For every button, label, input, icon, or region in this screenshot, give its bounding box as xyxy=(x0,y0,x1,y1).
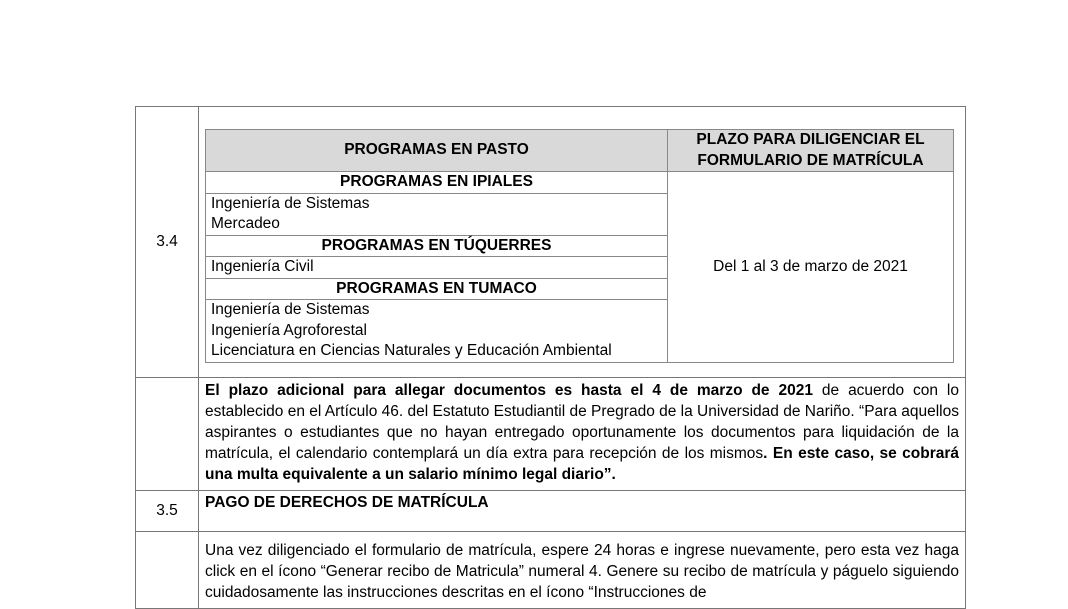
group-title: PROGRAMAS EN TÚQUERRES xyxy=(206,235,668,257)
group-title: PROGRAMAS EN IPIALES xyxy=(206,172,668,194)
programs-table xyxy=(205,129,954,363)
group-title: PROGRAMAS EN TUMACO xyxy=(206,278,668,300)
row-number-empty xyxy=(136,377,199,490)
deadline-header-line2: FORMULARIO DE MATRÍCULA xyxy=(697,151,924,169)
programs-header: PROGRAMAS EN PASTO xyxy=(206,130,668,172)
program-list xyxy=(206,193,668,235)
program-item: Ingeniería de Sistemas xyxy=(211,194,370,212)
note-text: de acuerdo con lo establecido en el Artículo 46. del Estatuto Estudiantil de Pregrado de la Universidad de Nariño. “Para aquellos aspirantes o estudiantes que no hayan entregado oportunamente los documentos para liquidación de la matrícula, el calendario contemplará un día extra para recepción de los mismos xyxy=(205,381,959,462)
table-row xyxy=(136,531,966,608)
note-paragraph xyxy=(199,377,966,490)
section-title: PAGO DE DERECHOS DE MATRÍCULA xyxy=(199,490,966,531)
row-number-empty xyxy=(136,531,199,608)
program-list xyxy=(206,257,668,279)
program-item: Ingeniería de Sistemas xyxy=(211,301,370,318)
deadline-header-line1: PLAZO PARA DILIGENCIAR EL xyxy=(696,131,925,148)
program-item: Mercadeo xyxy=(211,215,280,232)
note-bold-end: . En este caso, se cobrará una multa equivalente a un salario mínimo legal diario”. xyxy=(205,444,960,483)
payment-paragraph: Una vez diligenciado el formulario de matrícula, espere 24 horas e ingrese nuevamente, pero esta vez haga click en el ícono “Generar recibo de Matricula” numeral 4. Genere su recibo de matrícula y páguelo siguiendo cuidadosamente las instrucciones descritas en el ícono “Instrucciones de xyxy=(199,531,966,608)
program-item: Licenciatura en Ciencias Naturales y Educación Ambiental xyxy=(211,342,612,359)
row-number: 3.5 xyxy=(136,490,199,531)
program-item: Ingeniería Civil xyxy=(211,258,314,275)
note-bold-start: El plazo adicional para allegar documentos es hasta el 4 de marzo de 2021 xyxy=(205,381,813,399)
table-row xyxy=(136,490,966,531)
deadline-header xyxy=(668,130,954,172)
program-list xyxy=(206,300,668,363)
table-row xyxy=(136,377,966,490)
row-number: 3.4 xyxy=(136,107,199,378)
deadline-value: Del 1 al 3 de marzo de 2021 xyxy=(668,172,954,363)
calendar-table xyxy=(135,106,966,609)
table-row xyxy=(136,107,966,378)
row-content xyxy=(199,107,966,378)
program-item: Ingeniería Agroforestal xyxy=(211,321,367,339)
